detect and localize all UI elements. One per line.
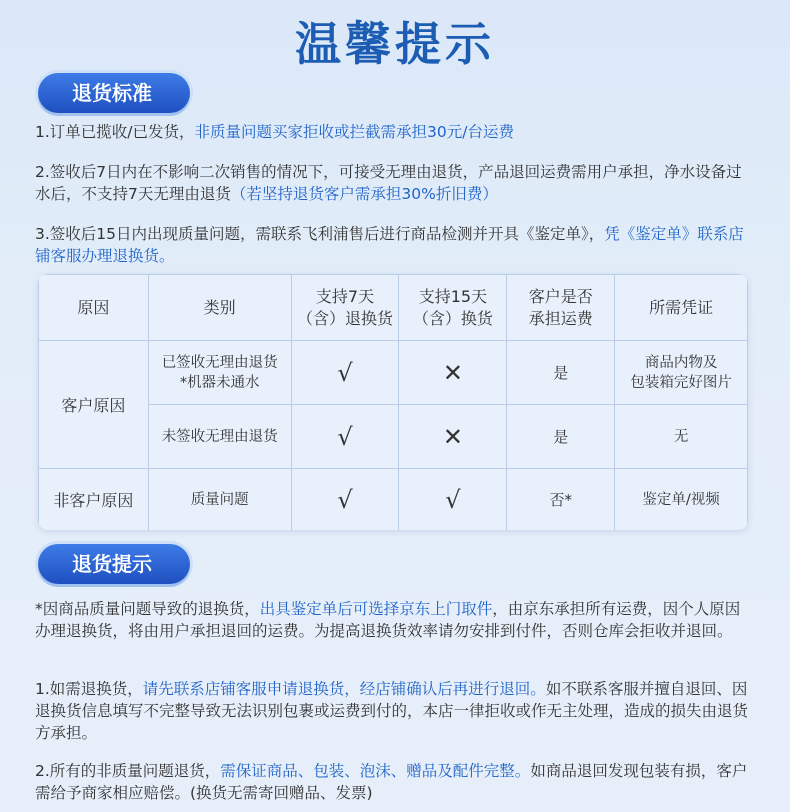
- tips-item-2-highlight: 请先联系店铺客服申请退换货，经店铺确认后再进行退回。: [142, 680, 546, 698]
- standard-item-2-text: 2.签收后7日内在不影响二次销售的情况下，可接受无理由退货，产品退回运费需用户承担，净水设备过水后，不支持7天无理由退货: [35, 163, 742, 203]
- header-reason: 原因: [39, 275, 149, 341]
- return-policy-table: [38, 274, 748, 530]
- header-seven-day: 支持7天 （含）退换货: [291, 275, 399, 341]
- standard-item-3: [35, 223, 755, 267]
- standard-item-1-text: 1.订单已揽收/已发货，: [35, 123, 195, 141]
- standard-item-1: [35, 121, 755, 143]
- cell-freight: 否*: [507, 469, 615, 531]
- tips-item-1-text-b: ，由京东承担所有运费，因个人原因办理退换货，将由用户承担退回的运费。为提高退换货效率请勿安排到付件，否则仓库会拒收并退回。: [35, 600, 741, 640]
- tips-item-3-text-b: 如商品退回发现包装有损，客户需给予商家相应赔偿。(换货无需寄回赠品、发票): [35, 762, 748, 802]
- standard-item-3-text: 3.签收后15日内出现质量问题，需联系飞利浦售后进行商品检测并开具《鉴定单》，: [35, 225, 605, 243]
- cell-category: 未签收无理由退货: [148, 405, 291, 469]
- check-icon: √: [399, 469, 507, 531]
- cell-proof: 商品内物及 包装箱完好图片: [615, 341, 748, 405]
- table-row: [39, 341, 748, 405]
- standard-item-1-highlight: 非质量问题买家拒收或拦截需承担30元/台运费: [194, 123, 514, 141]
- cell-category: 质量问题: [148, 469, 291, 531]
- table-row: [39, 469, 748, 531]
- tips-item-3: [35, 760, 755, 804]
- tips-item-1-highlight: 出具鉴定单后可选择京东上门取件: [259, 600, 493, 618]
- tips-item-1-text-a: *因商品质量问题导致的退换货，: [35, 600, 260, 618]
- check-icon: √: [291, 405, 399, 469]
- standard-item-2: [35, 161, 755, 205]
- standard-item-2-highlight: （若坚持退货客户需承担30%折旧费）: [230, 185, 498, 203]
- tips-item-2: [35, 678, 755, 744]
- header-category: 类别: [148, 275, 291, 341]
- cross-icon: ✕: [399, 405, 507, 469]
- header-freight: 客户是否 承担运费: [507, 275, 615, 341]
- tips-item-3-highlight: 需保证商品、包装、泡沫、赠品及配件完整。: [220, 762, 531, 780]
- cell-non-customer-reason: 非客户原因: [39, 469, 149, 531]
- header-proof: 所需凭证: [615, 275, 748, 341]
- tips-item-2-text-a: 1.如需退换货，: [35, 680, 143, 698]
- check-icon: √: [291, 469, 399, 531]
- cell-customer-reason: 客户原因: [39, 341, 149, 469]
- check-icon: √: [291, 341, 399, 405]
- header-fifteen-day: 支持15天 （含）换货: [399, 275, 507, 341]
- page-title: 温馨提示: [295, 17, 495, 71]
- section-label-return-standard: 退货标准: [38, 73, 190, 113]
- cell-category: 已签收无理由退货 *机器未通水: [148, 341, 291, 405]
- cross-icon: ✕: [399, 341, 507, 405]
- tips-item-2-text-b: 如不联系客服并擅自退回、因退换货信息填写不完整导致无法识别包裹或运费到付的，本店一律拒收或作无主处理，造成的损失由退货方承担。: [35, 680, 749, 742]
- table-header-row: [39, 275, 748, 341]
- cell-freight: 是: [507, 405, 615, 469]
- tips-item-1: [35, 598, 755, 642]
- standard-item-3-highlight: 凭《鉴定单》联系店铺客服办理退换货。: [35, 225, 744, 265]
- section-label-return-tips: 退货提示: [38, 544, 190, 584]
- cell-freight: 是: [507, 341, 615, 405]
- cell-proof: 无: [615, 405, 748, 469]
- tips-item-3-text-a: 2.所有的非质量问题退货，: [35, 762, 221, 780]
- cell-proof: 鉴定单/视频: [615, 469, 748, 531]
